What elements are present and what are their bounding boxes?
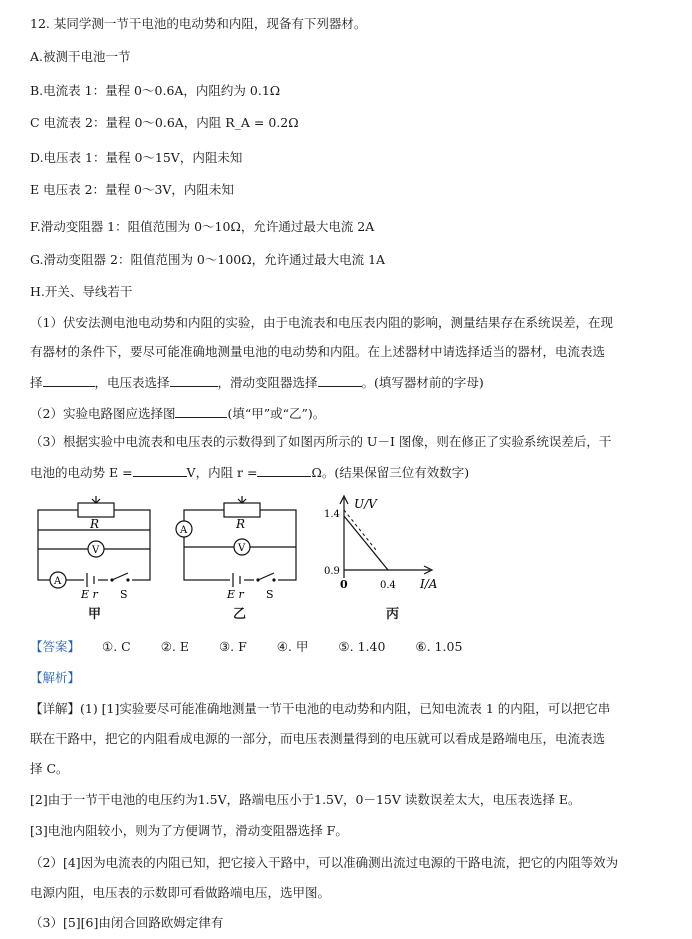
q3-line2 bbox=[30, 462, 469, 481]
answer-row bbox=[30, 637, 462, 655]
answer-1: ①. C bbox=[102, 639, 131, 654]
q1-line1: （1）伏安法测电池电动势和内阻的实验，由于电流表和电压表内阻的影响，测量结果存在系统误差，在现 bbox=[30, 315, 613, 330]
label-V: V bbox=[238, 543, 246, 554]
blank-ammeter[interactable] bbox=[43, 372, 95, 387]
detail-line2: 联在干路中，把它的内阻看成电源的一部分，而电压表测量得到的电压就可以看成是路端电压，电流表选 bbox=[30, 731, 606, 746]
q3-line1: （3）根据实验中电流表和电压表的示数得到了如图丙所示的 U－I 图像，则在修正了实验系统误差后，干 bbox=[30, 434, 612, 449]
analysis-label: 【解析】 bbox=[30, 670, 81, 685]
item-e: E 电压表 2：量程 0～3V，内阻未知 bbox=[30, 182, 234, 197]
q3-text-a: 电池的电动势 E = bbox=[30, 465, 133, 480]
answer-2: ②. E bbox=[160, 639, 189, 654]
analysis-p2: [2]由于一节干电池的电压约为1.5V，路端电压小于1.5V，0－15V 读数误差太大，电压表选择 E。 bbox=[30, 792, 581, 807]
tick-y-top: 1.4 bbox=[324, 509, 340, 520]
answer-4: ④. 甲 bbox=[276, 639, 309, 654]
tick-y-bottom: 0.9 bbox=[324, 566, 340, 577]
analysis-p3: [3]电池内阻较小，则为了方便调节，滑动变阻器选择 F。 bbox=[30, 823, 348, 838]
label-A: A bbox=[54, 576, 62, 587]
blank-emf[interactable] bbox=[133, 462, 187, 477]
circuit-jia bbox=[28, 492, 158, 602]
label-R: R bbox=[90, 517, 100, 531]
blank-circuit[interactable] bbox=[175, 403, 227, 418]
analysis-p4-line2: 电源内阻，电压表的示数即可看做路端电压，选甲图。 bbox=[30, 885, 331, 900]
item-c: C 电流表 2：量程 0～0.6A，内阻 R_A = 0.2Ω bbox=[30, 115, 299, 130]
circuit-yi bbox=[172, 492, 307, 602]
q2-text-b: (填“甲”或“乙”)。 bbox=[227, 406, 326, 421]
label-R: R bbox=[236, 517, 246, 531]
item-b: B.电流表 1：量程 0～0.6A，内阻约为 0.1Ω bbox=[30, 83, 281, 98]
analysis-p5: （3）[5][6]由闭合回路欧姆定律有 bbox=[30, 915, 224, 930]
blank-resistance[interactable] bbox=[257, 462, 311, 477]
item-a: A.被测干电池一节 bbox=[30, 49, 131, 64]
answer-3: ③. F bbox=[218, 639, 247, 654]
q1-line2: 有器材的条件下，要尽可能准确地测量电池的电动势和内阻。在上述器材中请选择适当的器材，电流表选 bbox=[30, 344, 606, 359]
label-A: A bbox=[180, 525, 188, 536]
item-h: H.开关、导线若干 bbox=[30, 284, 133, 299]
label-V: V bbox=[92, 545, 100, 556]
tick-x: 0.4 bbox=[380, 580, 396, 591]
q1-text-d: 。(填写器材前的字母) bbox=[361, 375, 484, 390]
answer-label: 【答案】 bbox=[30, 639, 81, 654]
answer-6: ⑥. 1.05 bbox=[415, 639, 463, 654]
q2-text-a: （2）实验电路图应选择图 bbox=[30, 406, 176, 421]
axis-y-label: U/V bbox=[354, 497, 377, 511]
axis-x-label: I/A bbox=[420, 577, 438, 591]
q1-line3 bbox=[30, 372, 484, 391]
caption-jia: 甲 bbox=[88, 607, 102, 622]
caption-bing: 丙 bbox=[386, 607, 400, 622]
blank-rheostat[interactable] bbox=[318, 372, 362, 387]
detail-line3: 择 C。 bbox=[30, 761, 69, 776]
tick-origin: 0 bbox=[340, 578, 348, 591]
item-f: F.滑动变阻器 1：阻值范围为 0～10Ω，允许通过最大电流 2A bbox=[30, 219, 375, 234]
caption-yi: 乙 bbox=[233, 607, 247, 622]
label-S: S bbox=[120, 588, 128, 601]
q1-text-b: ，电压表选择 bbox=[94, 375, 170, 390]
q1-text-a: 择 bbox=[30, 375, 43, 390]
answer-5: ⑤. 1.40 bbox=[338, 639, 386, 654]
graph-bing bbox=[318, 488, 458, 600]
q3-text-b: V，内阻 r = bbox=[186, 465, 258, 480]
question-title: 12. 某同学测一节干电池的电动势和内阻，现备有下列器材。 bbox=[30, 16, 367, 31]
label-S: S bbox=[266, 588, 274, 601]
q3-text-c: Ω。(结果保留三位有效数字) bbox=[311, 465, 470, 480]
q1-text-c: ，滑动变阻器选择 bbox=[217, 375, 318, 390]
item-g: G.滑动变阻器 2：阻值范围为 0～100Ω，允许通过最大电流 1A bbox=[30, 252, 386, 267]
label-Er: E r bbox=[227, 588, 244, 601]
item-d: D.电压表 1：量程 0～15V，内阻未知 bbox=[30, 150, 243, 165]
analysis-p4-line1: （2）[4]因为电流表的内阻已知，把它接入干路中，可以准确测出流过电源的干路电流，把它的内阻等效为 bbox=[30, 855, 619, 870]
blank-voltmeter[interactable] bbox=[170, 372, 218, 387]
q2-line bbox=[30, 403, 325, 422]
detail-line1: 【详解】(1) [1]实验要尽可能准确地测量一节干电池的电动势和内阻，已知电流表 1 的内阻，可以把它串 bbox=[30, 701, 611, 716]
label-Er: E r bbox=[81, 588, 98, 601]
